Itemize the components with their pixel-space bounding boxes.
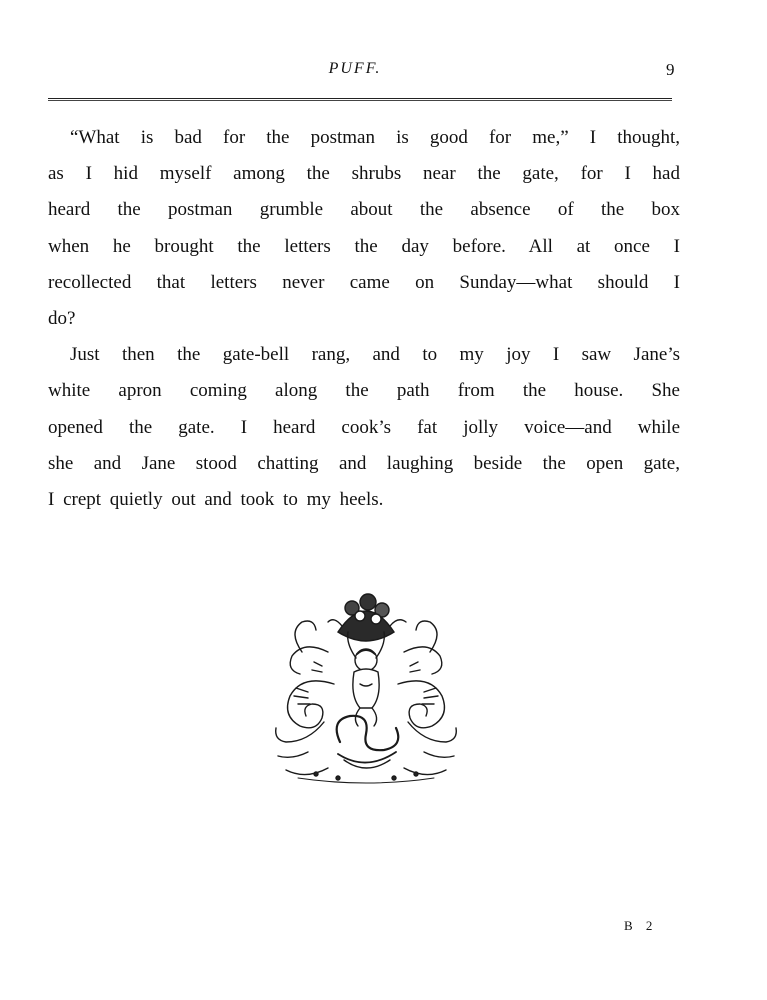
header-rule-lower	[48, 100, 672, 101]
paragraph-1	[48, 120, 680, 337]
paragraph-2	[48, 337, 680, 518]
body-text	[48, 120, 680, 518]
page-number: 9	[666, 60, 675, 79]
text-line: I crept quietly out and took to my heels.	[48, 489, 384, 511]
cherub-ornament-icon	[268, 592, 464, 787]
text-line: Just then the gate-bell rang, and to my joy I saw Jane’s	[70, 344, 680, 366]
text-line: “What is bad for the postman is good for me,” I thought,	[70, 127, 680, 148]
text-line: when he brought the letters the day before. All at once I	[48, 235, 680, 257]
text-line: do?	[48, 308, 76, 330]
header-rule	[48, 98, 672, 99]
signature-mark: B 2	[624, 918, 658, 933]
cherub-vignette-ornament	[268, 592, 464, 787]
running-head	[0, 60, 767, 86]
text-line: opened the gate. I heard cook’s fat jolly voice—and while	[48, 416, 680, 438]
text-line: white apron coming along the path from the house. She	[48, 380, 680, 402]
text-line: recollected that letters never came on Sunday—what should I	[48, 271, 680, 293]
text-line: as I hid myself among the shrubs near the gate, for I had	[48, 163, 680, 185]
text-line: she and Jane stood chatting and laughing beside the open gate,	[48, 452, 680, 474]
text-line: heard the postman grumble about the absence of the box	[48, 199, 680, 221]
running-title: PUFF.	[328, 60, 382, 77]
